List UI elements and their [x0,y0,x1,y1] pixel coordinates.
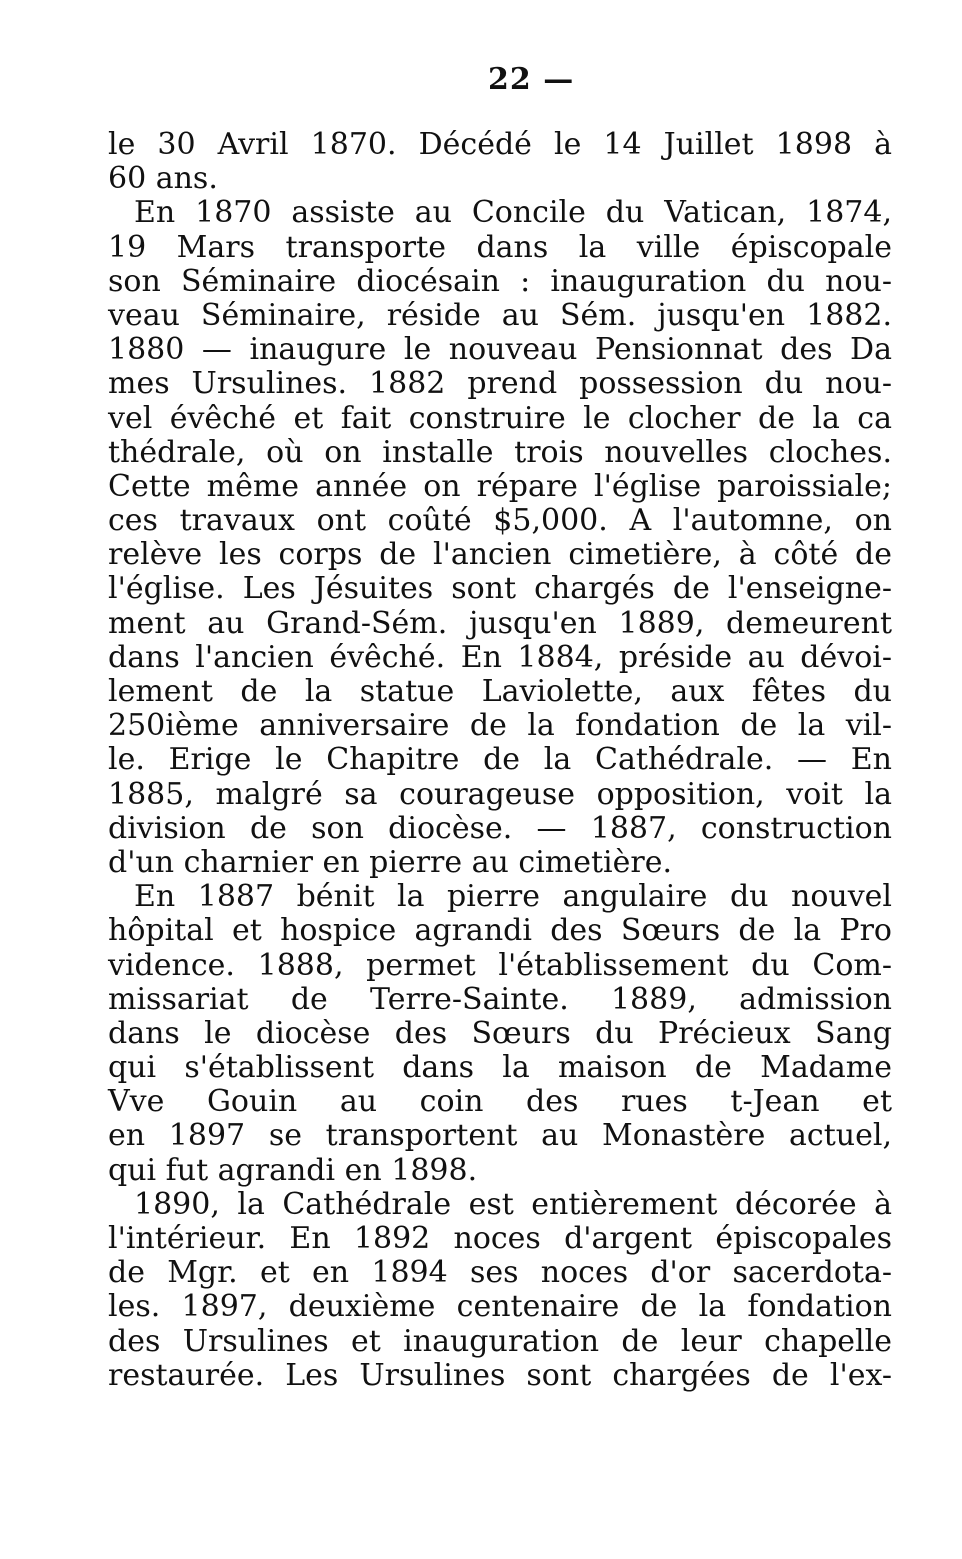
text-line: relève les corps de l'ancien cimetière, à côté de [108,537,892,573]
text-line: ment au Grand-Sém. jusqu'en 1889, demeurent [108,605,892,641]
text-line: les. 1897, deuxième centenaire de la fondation [108,1289,892,1325]
text-line: son Séminaire diocésain : inauguration du nou- [108,263,892,299]
text-line: En 1870 assiste au Concile du Vatican, 1874, [134,195,892,231]
body-text [108,128,892,1393]
text-line: 250ième anniversaire de la fondation de la vil- [108,708,892,744]
text-line: 1885, malgré sa courageuse opposition, voit la [108,776,892,812]
text-line: qui s'établissent dans la maison de Madame [108,1050,892,1086]
text-line: 1890, la Cathédrale est entièrement décorée à [134,1186,892,1222]
text-line: division de son diocèse. — 1887, construction [108,810,892,846]
text-line: des Ursulines et inauguration de leur chapelle [108,1323,892,1359]
text-line: hôpital et hospice agrandi des Sœurs de la Pro [108,913,892,949]
text-line: le 30 Avril 1870. Décédé le 14 Juillet 1898 à [108,127,892,162]
text-line: l'église. Les Jésuites sont chargés de l'enseigne- [108,571,892,607]
text-line: En 1887 bénit la pierre angulaire du nouvel [134,879,892,915]
text-line: 1880 — inaugure le nouveau Pensionnat des Da [108,332,892,368]
text-line: 19 Mars transporte dans la ville épiscopale [108,229,892,265]
text-line: Cette même année on répare l'église paroissiale; [108,468,892,504]
text-line: en 1897 se transportent au Monastère actuel, [108,1118,892,1154]
text-line: l'intérieur. En 1892 noces d'argent épiscopales [108,1221,892,1256]
text-line: le. Erige le Chapitre de la Cathédrale. — En [108,742,892,778]
text-line: vel évêché et fait construire le clocher de la ca [108,400,892,436]
text-line: 60 ans. [108,161,218,197]
text-line: veau Séminaire, réside au Sém. jusqu'en 1882. [108,297,892,333]
text-line: ces travaux ont coûté $5,000. A l'automne, on [108,503,892,539]
text-line: qui fut agrandi en 1898. [108,1152,478,1188]
text-line: missariat de Terre-Sainte. 1889, admission [108,981,892,1017]
text-line: restaurée. Les Ursulines sont chargées de l'ex- [108,1357,892,1393]
text-line: mes Ursulines. 1882 prend possession du nou- [108,366,892,402]
text-line: dans l'ancien évêché. En 1884, préside au dévoi- [108,639,892,675]
text-line: vidence. 1888, permet l'établissement du Com- [108,947,892,983]
text-line: Vve Gouin au coin des rues t-Jean et [108,1084,892,1120]
text-line: thédrale, où on installe trois nouvelles cloches. [108,434,892,470]
text-line: de Mgr. et en 1894 ses noces d'or sacerdota- [108,1255,892,1291]
page-number: 22 — [488,62,575,97]
text-line: dans le diocèse des Sœurs du Précieux Sang [108,1015,892,1051]
text-line: lement de la statue Laviolette, aux fêtes du [108,674,892,709]
text-line: d'un charnier en pierre au cimetière. [108,844,673,880]
